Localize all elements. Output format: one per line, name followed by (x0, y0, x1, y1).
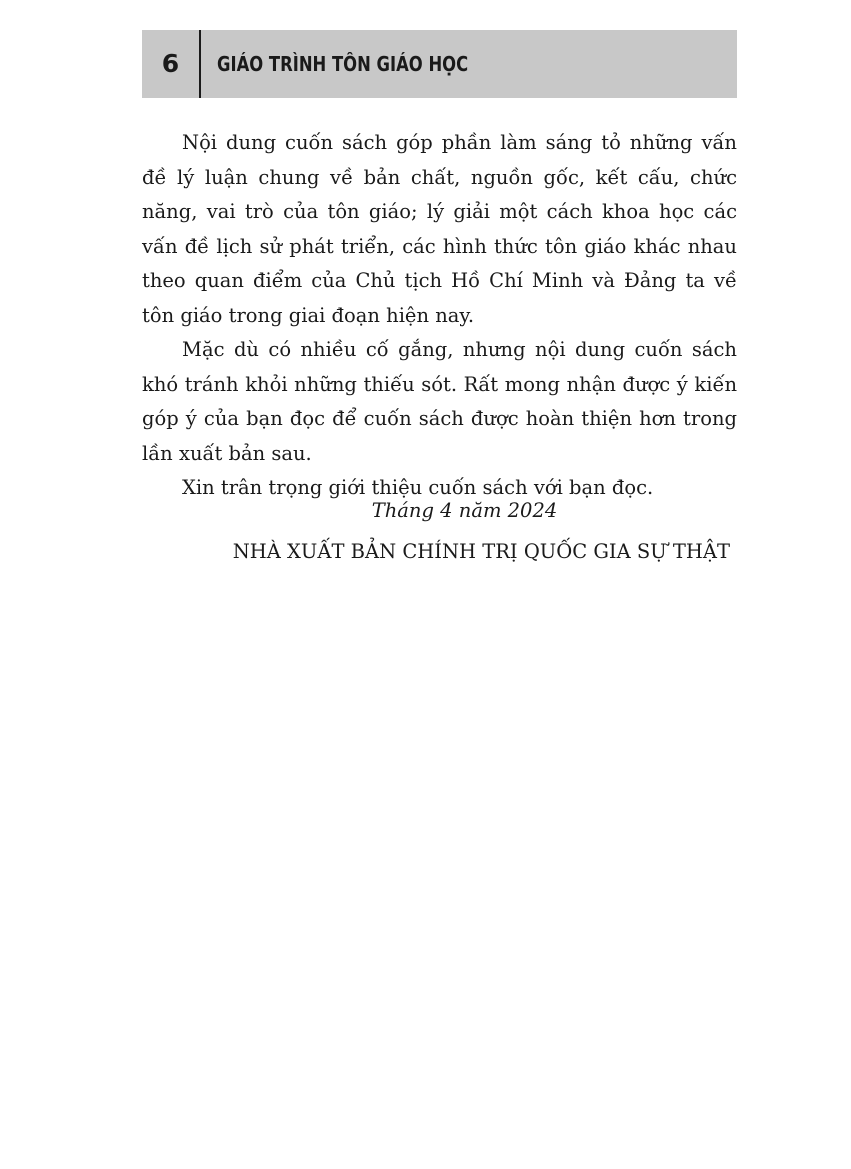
publisher-signature: NHÀ XUẤT BẢN CHÍNH TRỊ QUỐC GIA SỰ THẬT (232, 540, 730, 563)
page-header (142, 30, 737, 98)
body-text (142, 126, 737, 506)
paragraph-content-summary: Nội dung cuốn sách góp phần làm sáng tỏ những vấn đề lý luận chung về bản chất, nguồn gốc, kết cấu, chức năng, vai trò của tôn giáo; lý giải một cách khoa học các vấn đề lịch sử phát triển, các hình thức tôn giáo khác nhau theo quan điểm của Chủ tịch Hồ Chí Minh và Đảng ta về tôn giáo trong giai đoạn hiện nay. (142, 131, 737, 327)
header-divider (199, 30, 201, 98)
running-title: GIÁO TRÌNH TÔN GIÁO HỌC (217, 52, 469, 76)
paragraph-introduction: Xin trân trọng giới thiệu cuốn sách với bạn đọc. (182, 476, 654, 499)
page-number: 6 (161, 49, 180, 78)
dateline: Tháng 4 năm 2024 (371, 499, 558, 522)
paragraph-feedback-request: Mặc dù có nhiều cố gắng, nhưng nội dung cuốn sách khó tránh khỏi những thiếu sót. Rất mong nhận được ý kiến góp ý của bạn đọc để cuốn sách được hoàn thiện hơn trong lần xuất bản sau. (142, 338, 737, 465)
